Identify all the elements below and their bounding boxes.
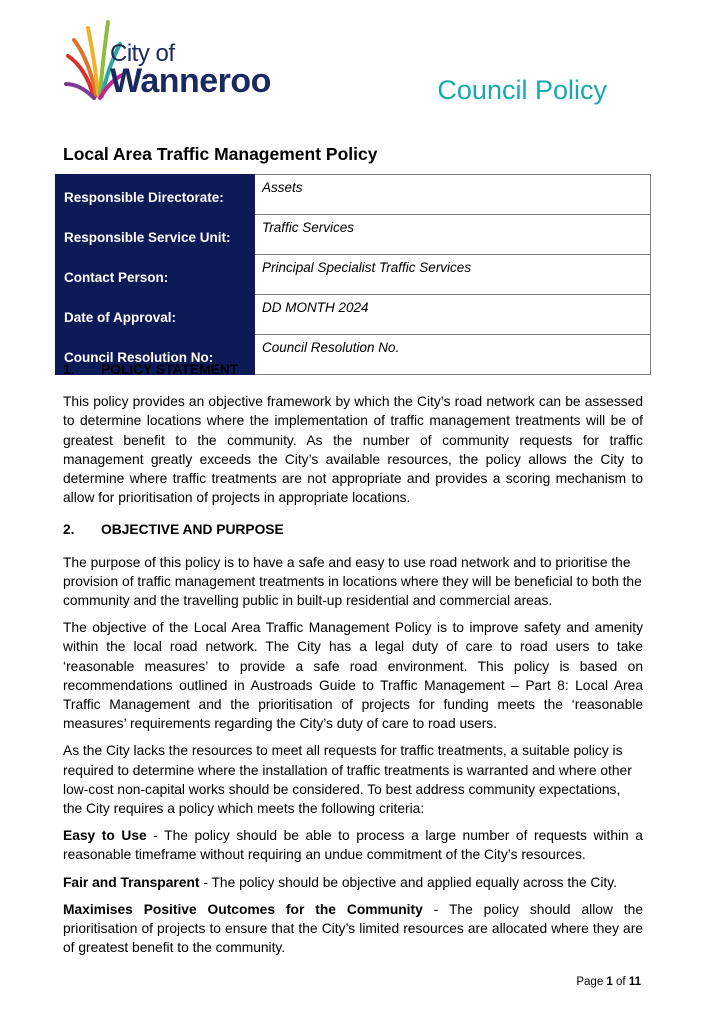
table-row — [56, 255, 651, 295]
criteria-paragraph — [63, 826, 643, 864]
logo-text-wanneroo: Wanneroo — [110, 62, 271, 100]
info-label: Responsible Directorate: — [56, 175, 255, 215]
paragraph: The objective of the Local Area Traffic Management Policy is to improve safety and amenity within the local road network. The City has a legal duty of care to road users to take ‘reasonable measures’ to provide a safe road environment. This policy is based on recommendations outlined in Austroads Guide to Traffic Management – Part 8: Local Area Traffic Management and the prioritisation of projects for funding meets the ‘reasonable measures’ requirements regarding the City’s duty of care to road users. — [63, 620, 643, 732]
info-value: Traffic Services — [255, 215, 651, 255]
section-title: POLICY STATEMENT — [101, 362, 239, 377]
criteria-term: Easy to Use — [63, 828, 147, 844]
info-value: Principal Specialist Traffic Services — [255, 255, 651, 295]
section-number: 2. — [63, 522, 75, 538]
current-page: 1 — [606, 976, 613, 988]
policy-body — [63, 360, 643, 957]
page-title: Local Area Traffic Management Policy — [63, 144, 378, 164]
info-label: Date of Approval: — [56, 295, 255, 335]
criteria-text: - The policy should be able to process a large number of requests within a reasonable timeframe without requiring an undue commitment of the City’s resources. — [63, 828, 643, 863]
total-pages: 11 — [628, 976, 641, 988]
criteria-term: Fair and Transparent — [63, 874, 200, 890]
criteria-text: - The policy should allow the prioritisation of projects to ensure that the City’s limited resources are allocated where they are of greatest benefit to the community. — [63, 901, 644, 956]
info-value: Council Resolution No. — [255, 335, 651, 375]
section-heading — [63, 360, 643, 379]
logo-text-city-of: City of — [110, 40, 175, 67]
document-type-heading: Council Policy — [437, 75, 607, 105]
info-label: Council Resolution No: — [56, 335, 255, 375]
section-number: 1. — [63, 362, 75, 377]
page-number — [576, 976, 641, 988]
info-label: Responsible Service Unit: — [56, 215, 255, 255]
info-value: Assets — [255, 175, 651, 215]
table-row — [56, 215, 651, 255]
info-value: DD MONTH 2024 — [255, 295, 651, 335]
section-title: OBJECTIVE AND PURPOSE — [101, 522, 284, 538]
of-word: of — [616, 976, 626, 988]
criteria-paragraph — [63, 900, 643, 958]
table-row — [56, 295, 651, 335]
criteria-text: - The policy should be objective and applied equally across the City. — [199, 874, 617, 890]
criteria-paragraph — [63, 873, 643, 892]
paragraph: This policy provides an objective framework by which the City’s road network can be assessed to determine locations where the implementation of traffic management treatments will be of greatest benefit to the community. As the number of community requests for traffic management greatly exceeds the City’s available resources, the policy allows the City to determine where traffic treatments are not appropriate and provides a scoring mechanism to allow for prioritisation of projects in appropriate locations. — [63, 394, 643, 506]
info-label: Contact Person: — [56, 255, 255, 295]
paragraph: The purpose of this policy is to have a safe and easy to use road network and to prioritise the provision of traffic management treatments in locations where they will be beneficial to both the community and the travelling public in built-up residential and commercial areas. — [63, 554, 642, 609]
section-heading — [63, 520, 643, 539]
page-word: Page — [576, 976, 604, 988]
table-row — [56, 175, 651, 215]
paragraph: As the City lacks the resources to meet all requests for traffic treatments, a suitable policy is required to determine where the installation of traffic treatments is warranted and where other low-cost non-capital works should be considered. To best address community expectations, the City requires a policy which meets the following criteria: — [63, 743, 632, 817]
policy-info-table — [55, 174, 651, 375]
criteria-term: Maximises Positive Outcomes for the Community — [63, 901, 423, 917]
